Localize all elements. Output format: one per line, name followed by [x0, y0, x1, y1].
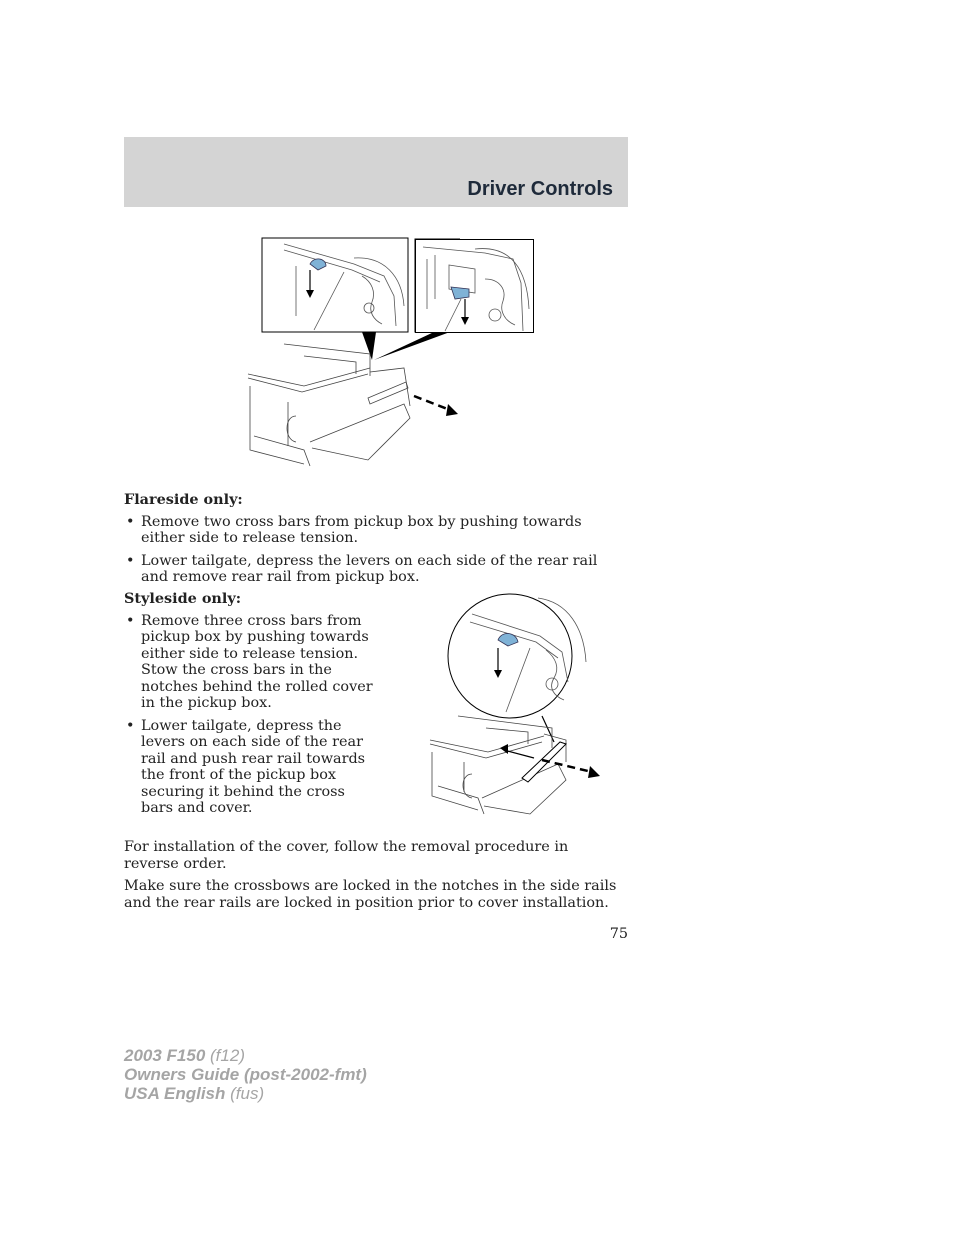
footer-line-model — [124, 1046, 367, 1065]
flareside-bullet: • Lower tailgate, depress the levers on each side of the rear rail and remove rear rail from pickup box. — [124, 553, 614, 586]
styleside-bullet-list — [124, 613, 378, 817]
styleside-section — [124, 591, 378, 823]
styleside-illustration — [428, 592, 604, 820]
flareside-bullet-list — [124, 514, 614, 586]
footer-model-code: (f12) — [205, 1046, 245, 1065]
styleside-heading: Styleside only: — [124, 590, 242, 607]
footer-language-code: (fus) — [225, 1084, 265, 1103]
closing-section — [124, 839, 624, 917]
section-title: Driver Controls — [467, 178, 613, 200]
paragraph: For installation of the cover, follow the removal procedure in reverse order. — [124, 839, 569, 872]
document-footer — [124, 1046, 367, 1103]
paragraph: Make sure the crossbows are locked in the notches in the side rails and the rear rails are locked in position prior to cover installation. — [124, 878, 617, 911]
footer-language: USA English — [124, 1084, 226, 1103]
flareside-bullet: • Remove two cross bars from pickup box by pushing towards either side to release tension. — [124, 514, 614, 547]
flareside-lever-inset — [415, 239, 534, 333]
footer-guide: Owners Guide (post-2002-fmt) — [124, 1065, 367, 1084]
flareside-section — [124, 492, 614, 592]
page-number: 75 — [609, 926, 628, 942]
section-header-band — [124, 137, 628, 207]
flareside-heading: Flareside only: — [124, 491, 243, 508]
styleside-bullet: • Lower tailgate, depress the levers on each side of the rear rail and push rear rail towards the front of the pickup box securing it behind the cross bars and cover. — [124, 718, 378, 817]
styleside-bullet: • Remove three cross bars from pickup box by pushing towards either side to release tension. Stow the cross bars in the notches behind the rolled cover in the pickup box. — [124, 613, 378, 712]
footer-model: 2003 F150 — [124, 1046, 206, 1065]
footer-line-language — [124, 1084, 367, 1103]
